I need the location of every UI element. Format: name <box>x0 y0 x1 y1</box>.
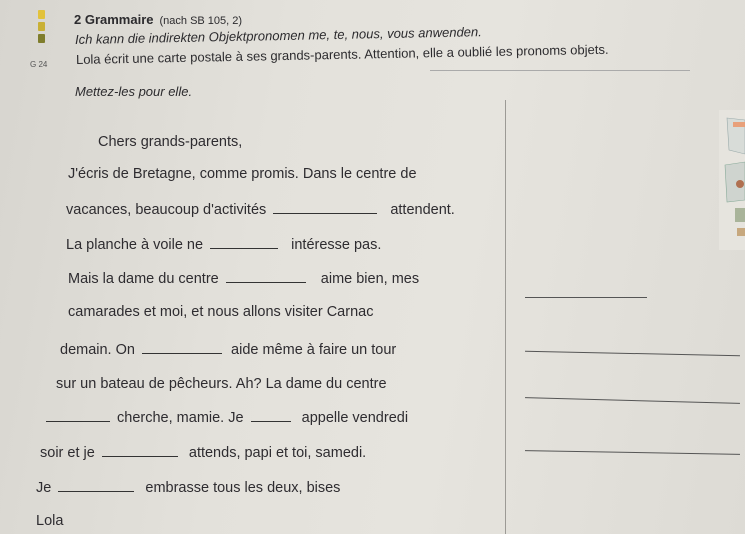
postcard-signature: Lola <box>36 513 64 529</box>
divider <box>430 70 690 71</box>
instruction-french: Lola écrit une carte postale à ses grands-parents. Attention, elle a oublié les pronoms objets. <box>75 41 609 67</box>
postcard-line-5: Mais la dame du centre aime bien, mes <box>68 271 420 287</box>
level-marker-icon <box>38 10 45 44</box>
postcard-line-4: La planche à voile ne intéresse pas. <box>66 237 382 253</box>
exercise-number-title: 2 Grammaire <box>74 12 154 27</box>
exercise-citation: (nach SB 105, 2) <box>159 15 243 27</box>
instruction-french-2: Mettez-les pour elle. <box>75 84 193 99</box>
grammar-reference: G 24 <box>30 60 48 69</box>
answer-blank[interactable] <box>273 201 377 214</box>
postcard-divider <box>505 100 506 534</box>
answer-blank[interactable] <box>251 409 291 422</box>
address-line[interactable] <box>525 351 740 357</box>
answer-blank[interactable] <box>142 341 222 354</box>
exercise-title <box>74 12 242 27</box>
postcard-line-11: Je embrasse tous les deux, bises <box>36 480 341 496</box>
postcard-line-6: camarades et moi, et nous allons visiter Carnac <box>68 304 374 320</box>
address-line[interactable] <box>525 450 740 455</box>
postcard-line-9: cherche, mamie. Je appelle vendredi <box>46 409 408 426</box>
answer-blank[interactable] <box>58 479 134 492</box>
stamp-image <box>719 110 745 250</box>
postcard-line-10: soir et je attends, papi et toi, samedi. <box>40 445 367 461</box>
postcard-line-7: demain. On aide même à faire un tour <box>60 342 397 358</box>
postcard-line-1: Chers grands-parents, <box>98 134 243 150</box>
instruction-german: Ich kann die indirekten Objektpronomen me, te, nous, vous anwenden. <box>74 24 482 47</box>
address-line[interactable] <box>525 297 647 298</box>
answer-blank[interactable] <box>210 236 278 249</box>
postcard-line-8: sur un bateau de pêcheurs. Ah? La dame du centre <box>56 376 387 392</box>
answer-blank[interactable] <box>102 444 178 457</box>
postcard-line-2: J'écris de Bretagne, comme promis. Dans le centre de <box>68 166 417 182</box>
answer-blank[interactable] <box>46 409 110 422</box>
address-line[interactable] <box>525 397 740 404</box>
postcard <box>0 100 510 534</box>
postcard-line-3: vacances, beaucoup d'activités attendent. <box>66 202 455 218</box>
answer-blank[interactable] <box>226 270 306 283</box>
